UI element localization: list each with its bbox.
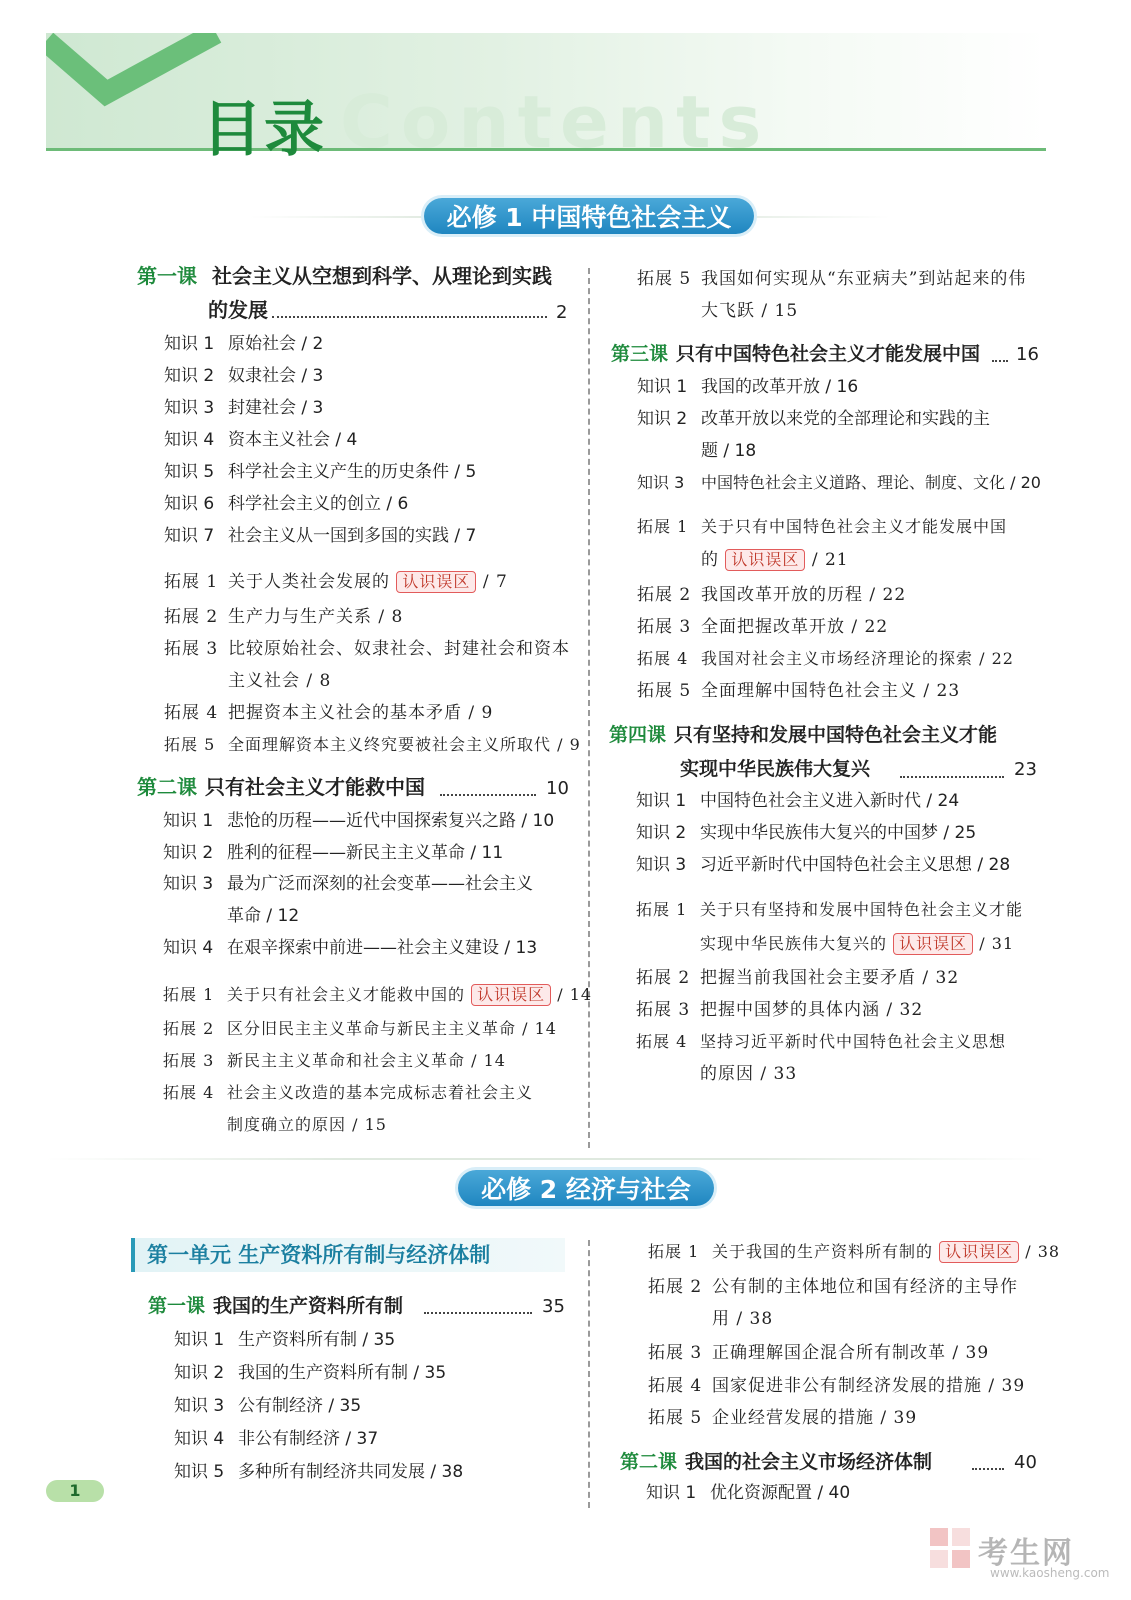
lesson-heading[interactable]: 第二课 我国的社会主义市场经济体制 [620,1451,933,1473]
watermark-url: www.kaosheng.com [990,1566,1110,1580]
lesson-2-heading[interactable]: 第二课 只有社会主义才能救中国 [137,775,425,799]
ext-item-cont: 实现中华民族伟大复兴的 认识误区 / 31 [700,934,1015,953]
misconception-badge: 认识误区 [893,933,973,955]
column-divider [588,1240,590,1508]
section-pill-1: 必修 1 中国特色社会主义 [424,198,754,234]
item-text: 资本主义社会 / 4 [228,430,358,450]
knowledge-item[interactable] [164,365,323,387]
leader-dots [900,776,1004,778]
watermark-logo-icon [930,1528,972,1570]
page-number: 40 [1014,1452,1037,1473]
misconception-badge: 认识误区 [939,1241,1019,1263]
ext-item[interactable]: 拓展 4 我国对社会主义市场经济理论的探索 / 22 [637,649,1014,668]
knowledge-item[interactable]: 知识 2 胜利的征程——新民主主义革命 / 11 [163,843,504,863]
ext-item-cont: 制度确立的原因 / 15 [227,1115,387,1134]
ext-item[interactable]: 拓展 1 关于只有社会主义才能救中国的 认识误区 / 14 [163,985,593,1004]
ext-item-cont: 用 / 38 [712,1309,774,1329]
knowledge-item[interactable] [164,493,408,515]
leader-dots [272,316,547,318]
leader-dots [424,1312,532,1314]
knowledge-item[interactable] [164,429,357,451]
item-text: 我国的生产资料所有制 / 35 [238,1363,447,1383]
knowledge-item[interactable]: 知识 3 中国特色社会主义道路、理论、制度、文化 / 20 [637,473,1041,492]
knowledge-item[interactable] [174,1395,361,1417]
item-text: 多种所有制经济共同发展 / 38 [238,1462,464,1482]
lesson-1-heading-cont: 的发展 [208,298,268,322]
knowledge-item[interactable] [174,1428,378,1450]
knowledge-item[interactable] [164,461,476,483]
knowledge-item-cont: 题 / 18 [701,441,757,461]
ext-item[interactable]: 拓展 4 把握资本主义社会的基本矛盾 / 9 [164,703,494,723]
lesson-1-heading[interactable] [137,262,552,290]
page-number: 10 [546,778,569,799]
leader-dots [972,1468,1004,1470]
item-label: 知识 5 [164,462,215,482]
ext-item[interactable]: 拓展 2 公有制的主体地位和国有经济的主导作 [648,1277,1018,1297]
item-label: 知识 1 [164,334,215,354]
item-text: 非公有制经济 / 37 [238,1429,379,1449]
ext-item[interactable]: 拓展 3 全面把握改革开放 / 22 [637,617,889,637]
item-label: 知识 5 [174,1462,225,1482]
ext-item[interactable]: 拓展 3 比较原始社会、奴隶社会、封建社会和资本 [164,639,570,659]
item-label: 知识 4 [174,1429,225,1449]
knowledge-item[interactable]: 知识 1 中国特色社会主义进入新时代 / 24 [636,791,960,811]
lesson-4-heading-cont: 实现中华民族伟大复兴 [680,758,871,780]
item-label: 知识 6 [164,494,215,514]
ext-item[interactable]: 拓展 2 生产力与生产关系 / 8 [164,607,404,627]
item-label: 知识 2 [174,1363,225,1383]
ext-item[interactable]: 拓展 3 新民主主义革命和社会主义革命 / 14 [163,1051,506,1070]
title-en: Contents [340,80,770,164]
page-number: 35 [542,1296,565,1317]
page-number-badge: 1 [46,1480,104,1502]
section-pill-2: 必修 2 经济与社会 [458,1170,714,1206]
item-text: 科学社会主义产生的历史条件 / 5 [228,462,477,482]
lesson-4-heading[interactable]: 第四课 只有坚持和发展中国特色社会主义才能 [609,724,998,746]
leader-dots [992,360,1008,362]
ext-item[interactable]: 拓展 5 全面理解资本主义终究要被社会主义所取代 / 9 [164,735,581,754]
item-text: 公有制经济 / 35 [238,1396,362,1416]
knowledge-item[interactable]: 知识 4 在艰辛探索中前进——社会主义建设 / 13 [163,938,538,958]
item-label: 知识 3 [174,1396,225,1416]
ext-item[interactable]: 拓展 5 企业经营发展的措施 / 39 [648,1408,918,1428]
ext-item[interactable]: 拓展 1 关于只有坚持和发展中国特色社会主义才能 [636,900,1024,919]
item-text: 奴隶社会 / 3 [228,366,324,386]
leader-dots [440,794,536,796]
item-text: 封建社会 / 3 [228,398,324,418]
knowledge-item-cont: 革命 / 12 [227,906,300,926]
unit-heading[interactable]: 第一单元 生产资料所有制与经济体制 [131,1238,565,1272]
ext-item[interactable]: 拓展 1 关于我国的生产资料所有制的 认识误区 / 38 [648,1242,1061,1261]
item-text: 原始社会 / 2 [228,334,324,354]
misconception-badge: 认识误区 [725,549,805,571]
ext-item[interactable]: 拓展 1 关于人类社会发展的 认识误区 / 7 [164,572,508,592]
ext-item[interactable]: 拓展 2 区分旧民主主义革命与新民主主义革命 / 14 [163,1019,557,1038]
lesson-title: 社会主义从空想到科学、从理论到实践 [211,264,552,288]
ext-item[interactable]: 拓展 1 关于只有中国特色社会主义才能发展中国 [637,517,1008,536]
knowledge-item[interactable] [174,1329,395,1351]
ext-item[interactable]: 拓展 3 把握中国梦的具体内涵 / 32 [636,1000,924,1020]
ext-item[interactable]: 拓展 2 我国改革开放的历程 / 22 [637,585,907,605]
page-number: 23 [1014,759,1037,780]
ext-item[interactable]: 拓展 4 社会主义改造的基本完成标志着社会主义 [163,1083,534,1102]
page-title: 目录 [202,95,326,165]
checkmark-decoration [46,33,226,123]
knowledge-item[interactable] [164,333,323,355]
item-label: 知识 3 [164,398,215,418]
ext-item[interactable]: 拓展 4 坚持习近平新时代中国特色社会主义思想 [636,1032,1007,1051]
knowledge-item[interactable]: 知识 1 悲怆的历程——近代中国探索复兴之路 / 10 [163,811,555,831]
item-label: 知识 2 [164,366,215,386]
ext-item-cont: 的原因 / 33 [700,1064,798,1084]
ext-item-cont: 大飞跃 / 15 [701,301,799,321]
item-label: 知识 1 [174,1330,225,1350]
misconception-badge: 认识误区 [471,984,551,1006]
ext-item[interactable]: 拓展 5 全面理解中国特色社会主义 / 23 [637,681,961,701]
ext-item-cont: 主义社会 / 8 [228,671,332,691]
ext-item[interactable]: 拓展 5 我国如何实现从“东亚病夫”到站起来的伟 [637,269,1027,289]
lesson-heading[interactable]: 第一课 我国的生产资料所有制 [148,1295,404,1317]
knowledge-item[interactable] [174,1362,446,1384]
knowledge-item[interactable] [164,525,476,547]
section-line [46,1158,1046,1160]
knowledge-item[interactable]: 知识 1 我国的改革开放 / 16 [637,377,859,397]
knowledge-item[interactable]: 知识 2 实现中华民族伟大复兴的中国梦 / 25 [636,823,977,843]
item-label: 知识 7 [164,526,215,546]
column-divider [588,268,590,1148]
lesson-3-heading[interactable]: 第三课 只有中国特色社会主义才能发展中国 [611,343,981,365]
page-number: 2 [556,302,568,323]
watermark [930,1528,1110,1588]
page-number: 16 [1016,344,1039,365]
ext-item[interactable]: 拓展 2 把握当前我国社会主要矛盾 / 32 [636,968,960,988]
knowledge-item[interactable] [174,1461,463,1483]
knowledge-item[interactable]: 知识 2 改革开放以来党的全部理论和实践的主 [637,409,990,429]
knowledge-item[interactable]: 知识 3 习近平新时代中国特色社会主义思想 / 28 [636,855,1011,875]
ext-item[interactable]: 拓展 4 国家促进非公有制经济发展的措施 / 39 [648,1376,1026,1396]
item-text: 科学社会主义的创立 / 6 [228,494,409,514]
ext-item-cont: 的 认识误区 / 21 [701,550,849,570]
lesson-tag: 第一课 [137,264,197,288]
misconception-badge: 认识误区 [396,571,476,593]
knowledge-item[interactable]: 知识 1 优化资源配置 / 40 [646,1483,851,1503]
knowledge-item[interactable]: 知识 3 最为广泛而深刻的社会变革——社会主义 [163,874,533,894]
knowledge-item[interactable] [164,397,323,419]
watermark-text: 考生网 [978,1536,1074,1571]
item-label: 知识 4 [164,430,215,450]
ext-item[interactable]: 拓展 3 正确理解国企混合所有制改革 / 39 [648,1343,990,1363]
item-text: 生产资料所有制 / 35 [238,1330,396,1350]
item-text: 社会主义从一国到多国的实践 / 7 [228,526,477,546]
